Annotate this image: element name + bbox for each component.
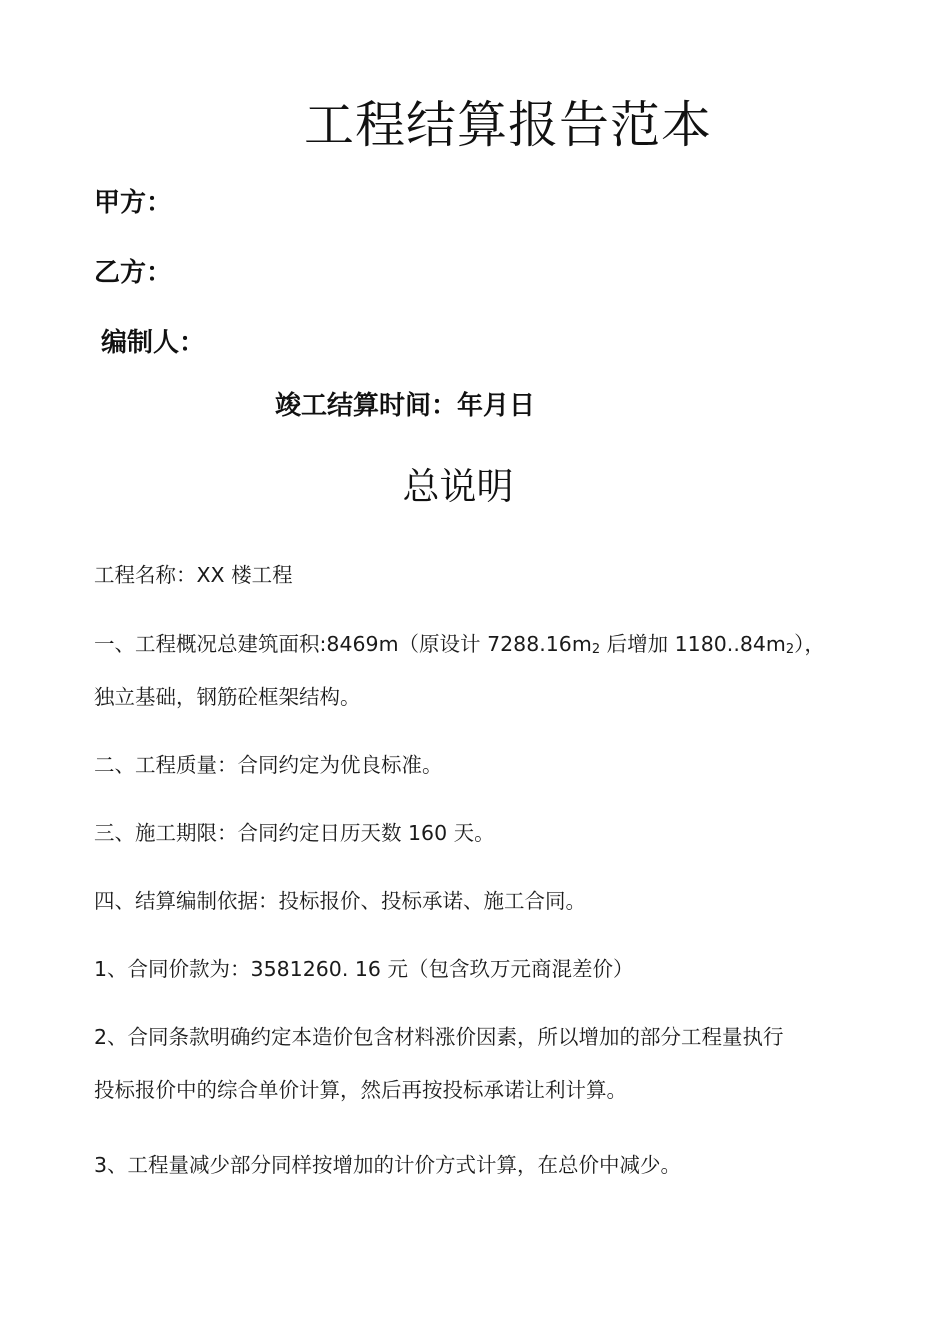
party-a-label: 甲方： <box>94 188 173 218</box>
completion-time-label: 竣工结算时间：年月日 <box>275 391 536 421</box>
project-name: 工程名称：XX 楼工程 <box>94 563 293 587</box>
item-1-subscript-b: 2 <box>785 642 795 657</box>
document-title: 工程结算报告范本 <box>304 96 712 154</box>
item-1-text-b: 后增加 1180..84m <box>600 632 786 656</box>
compiler-label: 编制人： <box>101 328 206 358</box>
item-1-subscript-a: 2 <box>591 642 601 657</box>
party-b-label: 乙方： <box>94 258 173 288</box>
item-1-text-c: ）， <box>794 632 825 656</box>
section-title: 总说明 <box>402 465 514 508</box>
item-1-text-a: 一、工程概况总建筑面积:8469m（原设计 7288.16m <box>94 632 592 656</box>
clause-3: 3、工程量减少部分同样按增加的计价方式计算，在总价中减少。 <box>94 1153 682 1177</box>
item-3: 三、施工期限：合同约定日历天数 160 天。 <box>94 821 495 845</box>
item-1-line-1 <box>94 630 874 664</box>
clause-2-line-2: 投标报价中的综合单价计算，然后再按投标承诺让利计算。 <box>94 1078 627 1102</box>
item-2: 二、工程质量：合同约定为优良标准。 <box>94 753 443 777</box>
item-1-line-2: 独立基础，钢筋砼框架结构。 <box>94 685 361 709</box>
clause-2-line-1: 2、合同条款明确约定本造价包含材料涨价因素，所以增加的部分工程量执行 <box>94 1025 784 1049</box>
clause-1: 1、合同价款为：3581260. 16 元（包含玖万元商混差价） <box>94 957 634 981</box>
item-4: 四、结算编制依据：投标报价、投标承诺、施工合同。 <box>94 889 586 913</box>
